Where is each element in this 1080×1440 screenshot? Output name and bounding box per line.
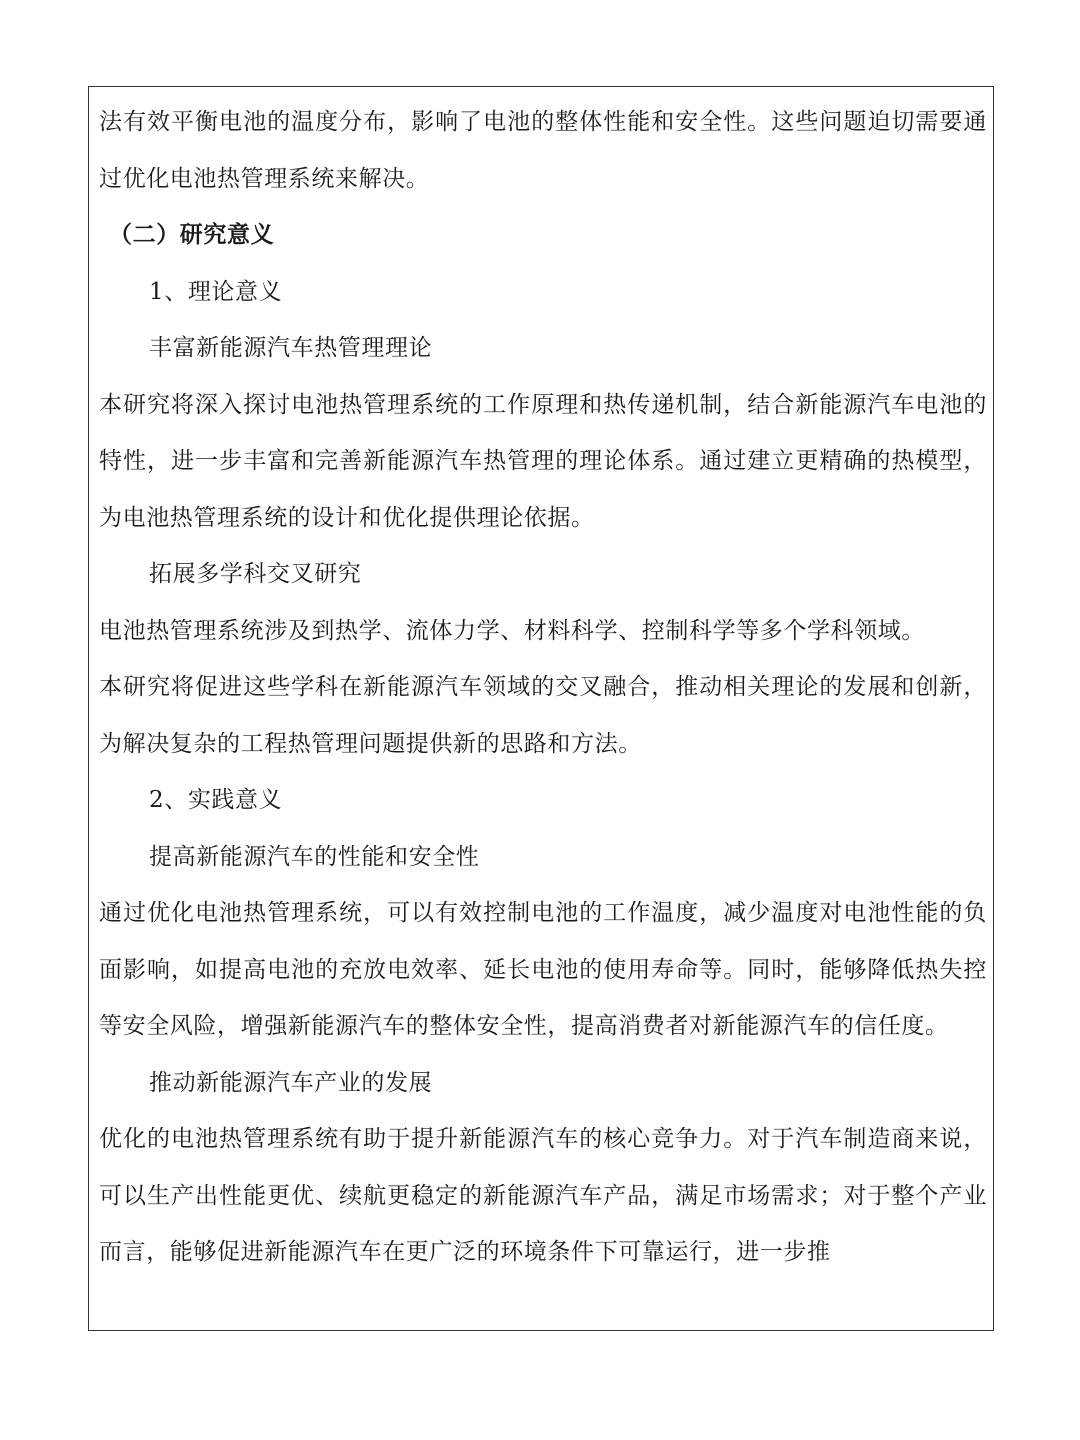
paragraph-intro-continuation: 法有效平衡电池的温度分布，影响了电池的整体性能和安全性。这些问题迫切需要通过优化电池热管理系统来解决。 (99, 109, 987, 192)
document-body (99, 94, 987, 1281)
paragraph-performance-safety: 通过优化电池热管理系统，可以有效控制电池的工作温度，减少温度对电池性能的负面影响，如提高电池的充放电效率、延长电池的使用寿命等。同时，能够降低热失控等安全风险，增强新能源汽车的整体安全性，提高消费者对新能源汽车的信任度。 (99, 900, 987, 1039)
subheading-theoretical-significance: 1、理论意义 (149, 278, 283, 305)
paragraph-interdisciplinary-fusion: 本研究将促进这些学科在新能源汽车领域的交叉融合，推动相关理论的发展和创新，为解决复杂的工程热管理问题提供新的思路和方法。 (99, 674, 987, 757)
subheading-practical-significance: 2、实践意义 (149, 787, 283, 813)
subheading-performance-safety: 提高新能源汽车的性能和安全性 (149, 843, 480, 870)
paragraph-enrich-theory: 本研究将深入探讨电池热管理系统的工作原理和热传递机制，结合新能源汽车电池的特性，进一步丰富和完善新能源汽车热管理的理论体系。通过建立更精确的热模型，为电池热管理系统的设计和优化提供理论依据。 (99, 391, 987, 531)
section-heading-research-significance: （二）研究意义 (109, 222, 275, 248)
subheading-interdisciplinary: 拓展多学科交叉研究 (149, 561, 362, 587)
paragraph-industry-development: 优化的电池热管理系统有助于提升新能源汽车的核心竞争力。对于汽车制造商来说，可以生产出性能更优、续航更稳定的新能源汽车产品，满足市场需求；对于整个产业而言，能够促进新能源汽车在更广泛的环境条件下可靠运行，进一步推 (99, 1126, 987, 1265)
paragraph-interdisciplinary-fields: 电池热管理系统涉及到热学、流体力学、材料科学、控制科学等多个学科领域。 (99, 617, 925, 644)
subheading-industry-development: 推动新能源汽车产业的发展 (149, 1069, 433, 1096)
subheading-enrich-theory: 丰富新能源汽车热管理理论 (149, 335, 433, 361)
